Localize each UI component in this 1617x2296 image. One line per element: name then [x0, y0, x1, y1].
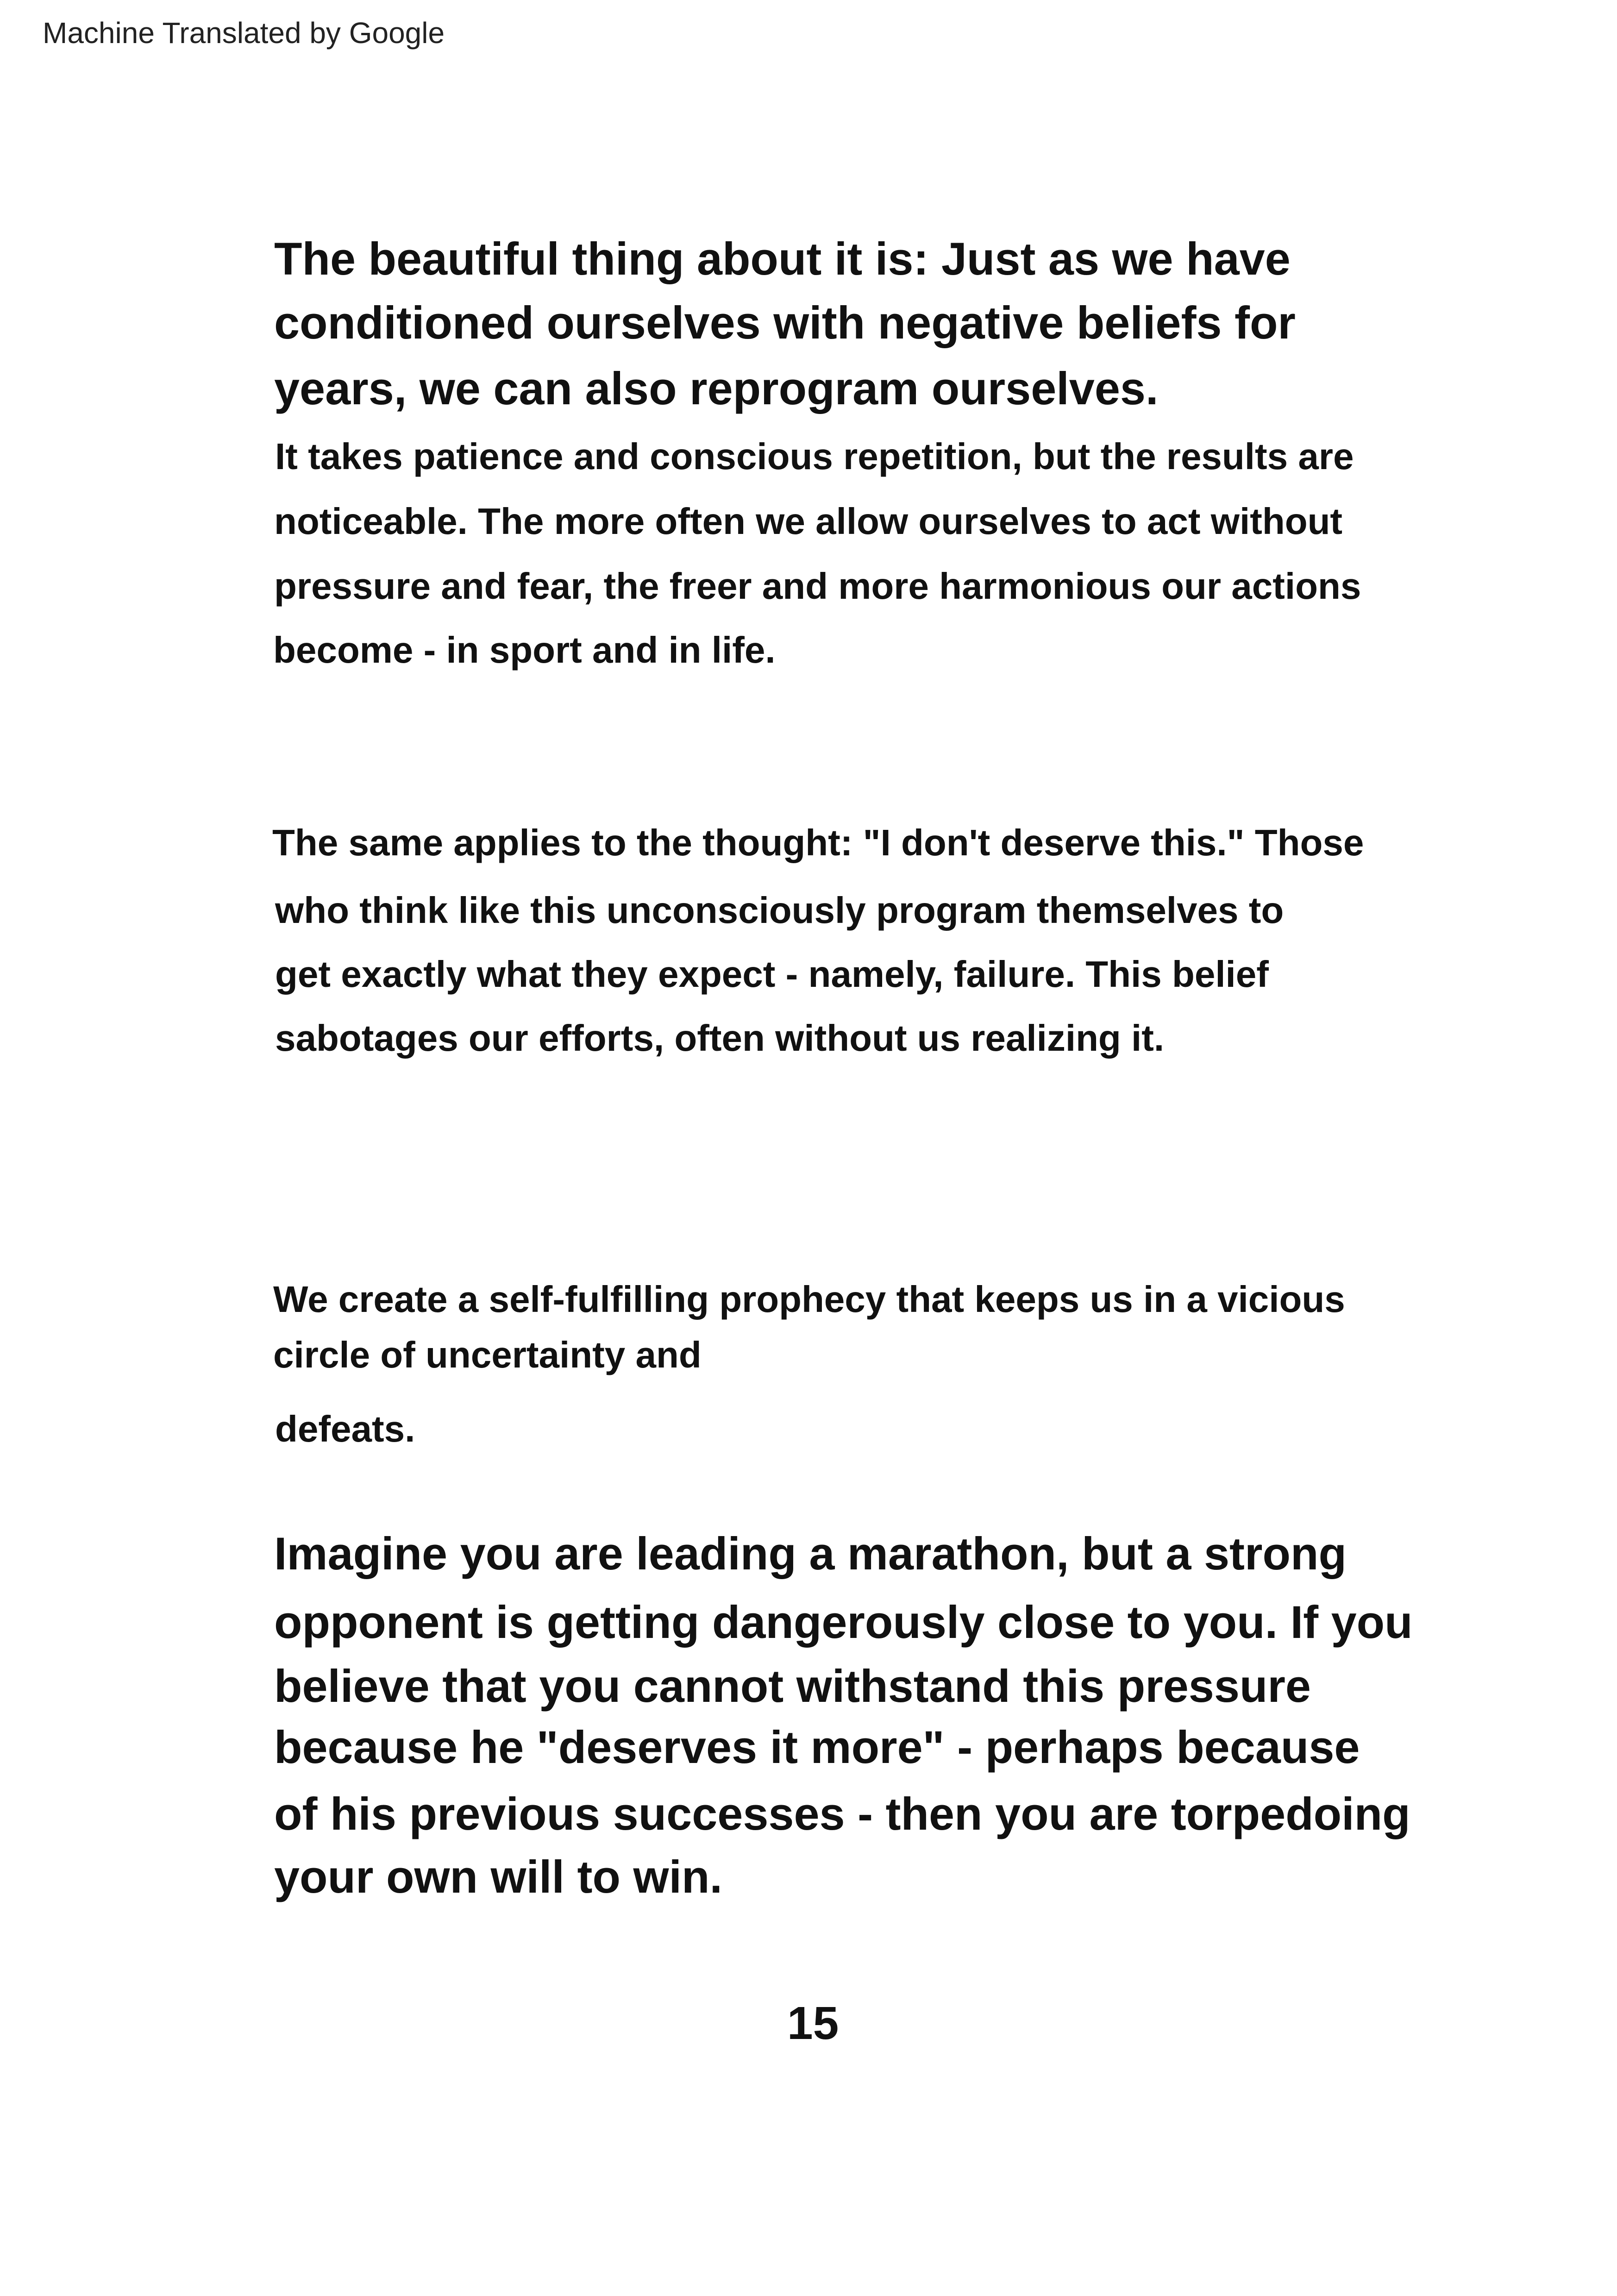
text-line: opponent is getting dangerously close to you. If you	[274, 1596, 1413, 1648]
text-line: believe that you cannot withstand this pressure	[274, 1660, 1311, 1712]
text-line: sabotages our efforts, often without us realizing it.	[275, 1017, 1165, 1059]
text-line: noticeable. The more often we allow ourselves to act without	[274, 501, 1343, 542]
text-line: circle of uncertainty and	[273, 1334, 702, 1375]
text-line: Imagine you are leading a marathon, but a strong	[274, 1528, 1347, 1579]
text-line: We create a self-fulfilling prophecy that keeps us in a vicious	[273, 1279, 1345, 1320]
translation-notice: Machine Translated by Google	[43, 16, 445, 50]
text-line: because he "deserves it more" - perhaps because	[274, 1721, 1360, 1773]
page-number: 15	[787, 1997, 839, 2049]
text-line: pressure and fear, the freer and more harmonious our actions	[274, 565, 1361, 607]
text-line: The same applies to the thought: "I don't deserve this." Those	[272, 822, 1364, 863]
text-line: get exactly what they expect - namely, failure. This belief	[275, 954, 1269, 995]
text-line: It takes patience and conscious repetition, but the results are	[275, 436, 1354, 477]
text-line: of his previous successes - then you are torpedoing	[274, 1788, 1410, 1839]
text-line: conditioned ourselves with negative beliefs for	[274, 297, 1296, 348]
text-line: The beautiful thing about it is: Just as we have	[274, 233, 1291, 284]
text-line: your own will to win.	[274, 1851, 722, 1902]
text-line: who think like this unconsciously program themselves to	[275, 890, 1284, 931]
text-line: become - in sport and in life.	[273, 629, 776, 671]
text-line: years, we can also reprogram ourselves.	[274, 363, 1159, 414]
text-line: defeats.	[275, 1408, 415, 1449]
